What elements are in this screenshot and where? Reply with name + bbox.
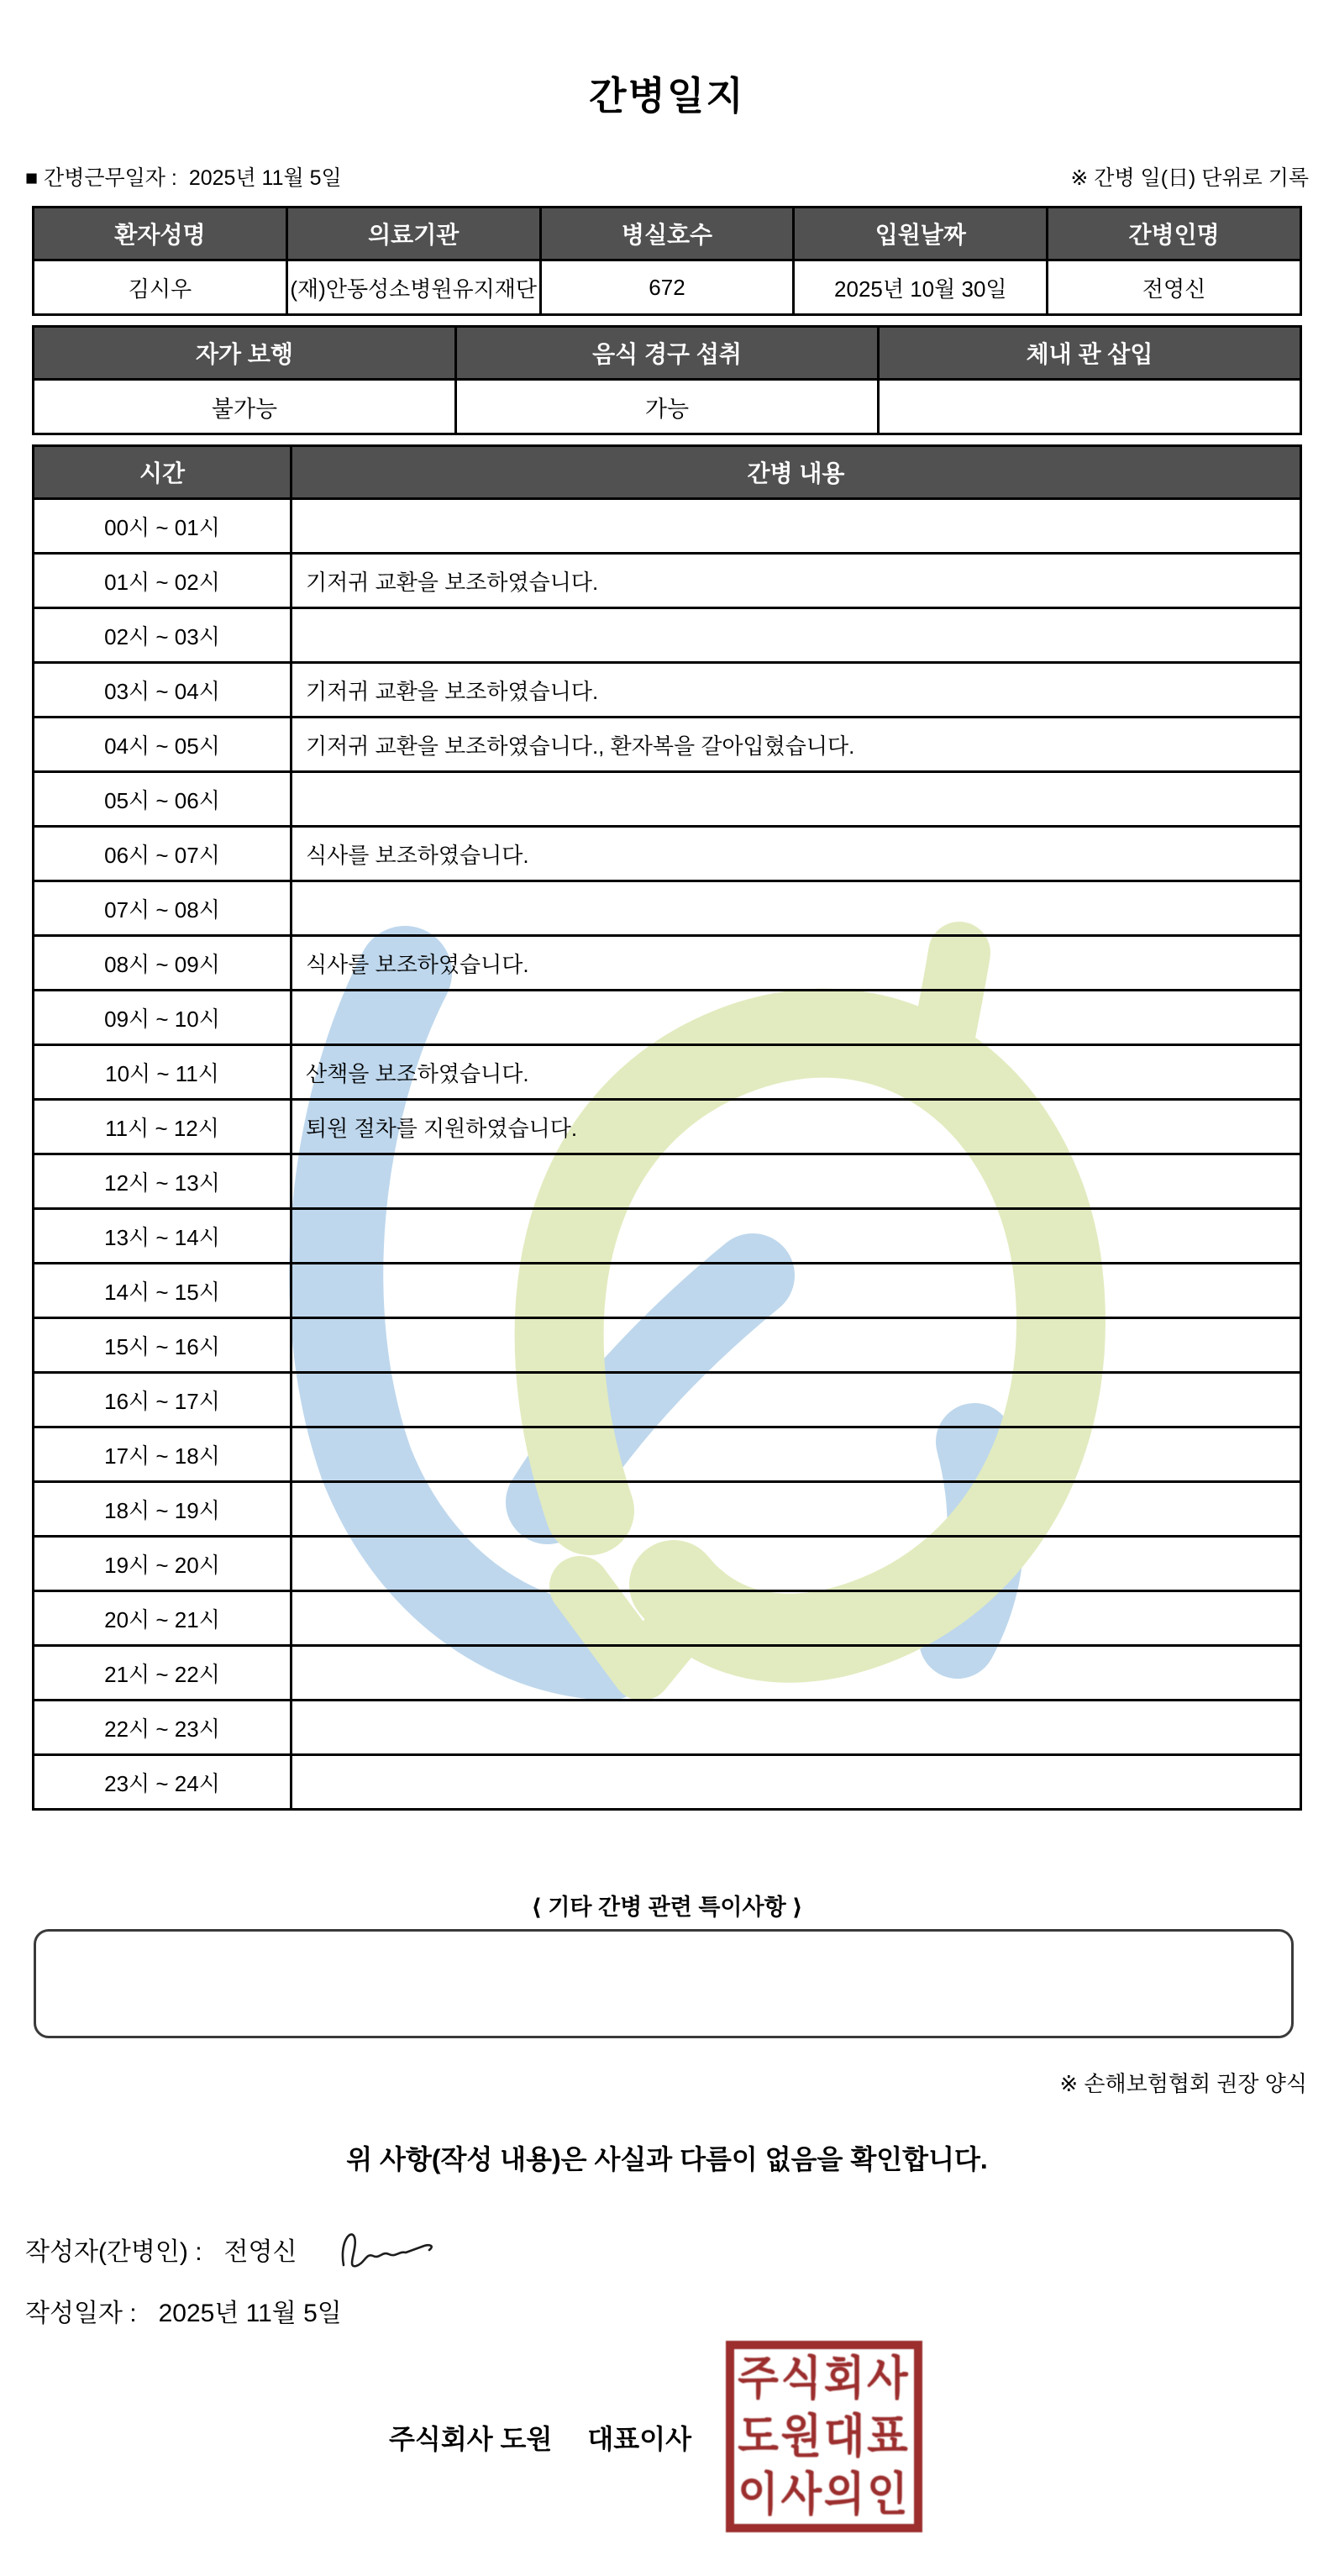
care-log-row [34, 1373, 1301, 1427]
value-room-number: 672 [540, 260, 794, 315]
header-caregiver-name: 간병인명 [1048, 208, 1301, 260]
care-log-row [34, 554, 1301, 608]
patient-info-table [32, 206, 1302, 316]
corporate-seal-stamp [726, 2341, 922, 2532]
care-log-row [34, 1427, 1301, 1482]
care-log-content-cell[interactable] [291, 608, 1301, 663]
status-header-row [34, 327, 1301, 380]
etc-section-title: ⟨ 기타 간병 관련 특이사항 ⟩ [531, 1895, 803, 1920]
header-room-number: 병실호수 [540, 208, 794, 260]
care-log-content-cell[interactable] [291, 1373, 1301, 1427]
care-log-content-cell[interactable] [291, 1264, 1301, 1318]
value-self-walking: 불가능 [34, 380, 456, 434]
care-log-content-cell[interactable] [291, 1482, 1301, 1537]
care-log-content-cell[interactable] [291, 1755, 1301, 1810]
stamp-line-3: 이사의인 [738, 2468, 911, 2521]
care-log-content-cell[interactable] [291, 1154, 1301, 1209]
care-log-time-cell: 20시 ~ 21시 [34, 1591, 291, 1646]
header-tube-insertion: 체내 관 삽입 [879, 327, 1301, 380]
header-oral-intake: 음식 경구 섭취 [456, 327, 879, 380]
care-log-row [34, 1537, 1301, 1591]
care-log-content-cell[interactable]: 산책을 보조하였습니다. [291, 1045, 1301, 1100]
care-log-time-cell: 21시 ~ 22시 [34, 1646, 291, 1701]
care-log-content-cell[interactable] [291, 1318, 1301, 1373]
care-log-content-cell[interactable]: 기저귀 교환을 보조하였습니다. [291, 554, 1301, 608]
care-log-row [34, 881, 1301, 936]
header-admission-date: 입원날짜 [794, 208, 1048, 260]
care-log-row [34, 1482, 1301, 1537]
care-log-time-cell: 13시 ~ 14시 [34, 1209, 291, 1264]
care-log-row [34, 499, 1301, 554]
company-role: 대표이사 [587, 2424, 692, 2454]
care-log-row [34, 1318, 1301, 1373]
care-log-content-cell[interactable]: 식사를 보조하였습니다. [291, 827, 1301, 881]
care-log-content-cell[interactable]: 기저귀 교환을 보조하였습니다. [291, 663, 1301, 718]
care-log-time-cell: 14시 ~ 15시 [34, 1264, 291, 1318]
work-date-value: 2025년 11월 5일 [188, 166, 342, 190]
care-log-content-cell[interactable] [291, 1701, 1301, 1755]
care-log-row [34, 608, 1301, 663]
care-log-time-cell: 04시 ~ 05시 [34, 718, 291, 772]
work-date-line [25, 161, 342, 192]
care-log-content-cell[interactable]: 퇴원 절차를 지원하였습니다. [291, 1100, 1301, 1154]
care-log-time-cell: 23시 ~ 24시 [34, 1755, 291, 1810]
care-log-time-cell: 12시 ~ 13시 [34, 1154, 291, 1209]
care-log-row [34, 991, 1301, 1045]
care-log-content-cell[interactable] [291, 1591, 1301, 1646]
value-oral-intake: 가능 [456, 380, 879, 434]
written-date-line [25, 2292, 342, 2329]
confirmation-statement: 위 사항(작성 내용)은 사실과 다름이 없음을 확인합니다. [346, 2144, 988, 2174]
header-self-walking: 자가 보행 [34, 327, 456, 380]
value-caregiver-name: 전영신 [1048, 260, 1301, 315]
care-log-row [34, 663, 1301, 718]
work-date-label: ■ 간병근무일자 : [25, 166, 177, 190]
care-log-time-cell: 00시 ~ 01시 [34, 499, 291, 554]
unit-note: ※ 간병 일(日) 단위로 기록 [1070, 166, 1309, 190]
care-log-header-row [34, 446, 1301, 499]
stamp-line-1: 주식회사 [738, 2352, 911, 2405]
etc-notes-box[interactable] [34, 1929, 1294, 2038]
care-log-time-cell: 18시 ~ 19시 [34, 1482, 291, 1537]
care-log-time-cell: 05시 ~ 06시 [34, 772, 291, 827]
care-log-content-cell[interactable] [291, 499, 1301, 554]
care-log-row [34, 936, 1301, 991]
value-tube-insertion [879, 380, 1301, 434]
header-care-content: 간병 내용 [291, 446, 1301, 499]
header-time: 시간 [34, 446, 291, 499]
care-log-time-cell: 10시 ~ 11시 [34, 1045, 291, 1100]
care-log-time-cell: 11시 ~ 12시 [34, 1100, 291, 1154]
value-admission-date: 2025년 10월 30일 [794, 260, 1048, 315]
care-log-time-cell: 01시 ~ 02시 [34, 554, 291, 608]
care-log-time-cell: 06시 ~ 07시 [34, 827, 291, 881]
care-log-time-cell: 02시 ~ 03시 [34, 608, 291, 663]
writer-name: 전영신 [223, 2238, 297, 2266]
care-log-time-cell: 07시 ~ 08시 [34, 881, 291, 936]
care-log-row [34, 1209, 1301, 1264]
care-log-content-cell[interactable] [291, 772, 1301, 827]
meta-row [25, 161, 1309, 192]
care-log-row [34, 1045, 1301, 1100]
writer-label: 작성자(간병인) : [25, 2238, 202, 2266]
care-log-row [34, 827, 1301, 881]
value-medical-institution: (재)안동성소병원유지재단 [286, 260, 540, 315]
care-log-content-cell[interactable] [291, 991, 1301, 1045]
care-log-content-cell[interactable] [291, 1646, 1301, 1701]
value-patient-name: 김시우 [34, 260, 287, 315]
signature-icon [337, 2225, 459, 2274]
care-log-time-cell: 03시 ~ 04시 [34, 663, 291, 718]
patient-status-table [32, 325, 1302, 435]
care-log-content-cell[interactable]: 기저귀 교환을 보조하였습니다., 환자복을 갈아입혔습니다. [291, 718, 1301, 772]
page-title: 간병일지 [589, 74, 745, 118]
status-value-row [34, 380, 1301, 434]
company-name: 주식회사 도원 [389, 2424, 553, 2454]
care-log-row [34, 1591, 1301, 1646]
written-date-value: 2025년 11월 5일 [158, 2300, 342, 2327]
care-log-content-cell[interactable] [291, 1427, 1301, 1482]
care-log-time-cell: 22시 ~ 23시 [34, 1701, 291, 1755]
info-value-row [34, 260, 1301, 315]
care-log-time-cell: 08시 ~ 09시 [34, 936, 291, 991]
care-log-row [34, 1701, 1301, 1755]
header-patient-name: 환자성명 [34, 208, 287, 260]
care-log-row [34, 1646, 1301, 1701]
care-log-row [34, 772, 1301, 827]
stamp-line-2: 도원대표 [738, 2410, 911, 2463]
care-log-content-cell[interactable]: 식사를 보조하였습니다. [291, 936, 1301, 991]
care-log-row [34, 1100, 1301, 1154]
care-log-row [34, 1154, 1301, 1209]
written-date-label: 작성일자 : [25, 2300, 137, 2327]
care-log-row [34, 1755, 1301, 1810]
care-log-time-cell: 09시 ~ 10시 [34, 991, 291, 1045]
care-log-content-cell[interactable] [291, 1209, 1301, 1264]
care-log-content-cell[interactable] [291, 881, 1301, 936]
form-note: ※ 손해보험협회 권장 양식 [1059, 2071, 1307, 2096]
care-log-time-cell: 16시 ~ 17시 [34, 1373, 291, 1427]
writer-line [25, 2225, 459, 2274]
care-log-table [32, 444, 1302, 1811]
care-log-time-cell: 19시 ~ 20시 [34, 1537, 291, 1591]
care-log-content-cell[interactable] [291, 1537, 1301, 1591]
care-log-row [34, 1264, 1301, 1318]
info-header-row [34, 208, 1301, 260]
care-log-time-cell: 15시 ~ 16시 [34, 1318, 291, 1373]
company-line [389, 2418, 691, 2457]
care-log-time-cell: 17시 ~ 18시 [34, 1427, 291, 1482]
header-medical-institution: 의료기관 [286, 208, 540, 260]
care-log-row [34, 718, 1301, 772]
